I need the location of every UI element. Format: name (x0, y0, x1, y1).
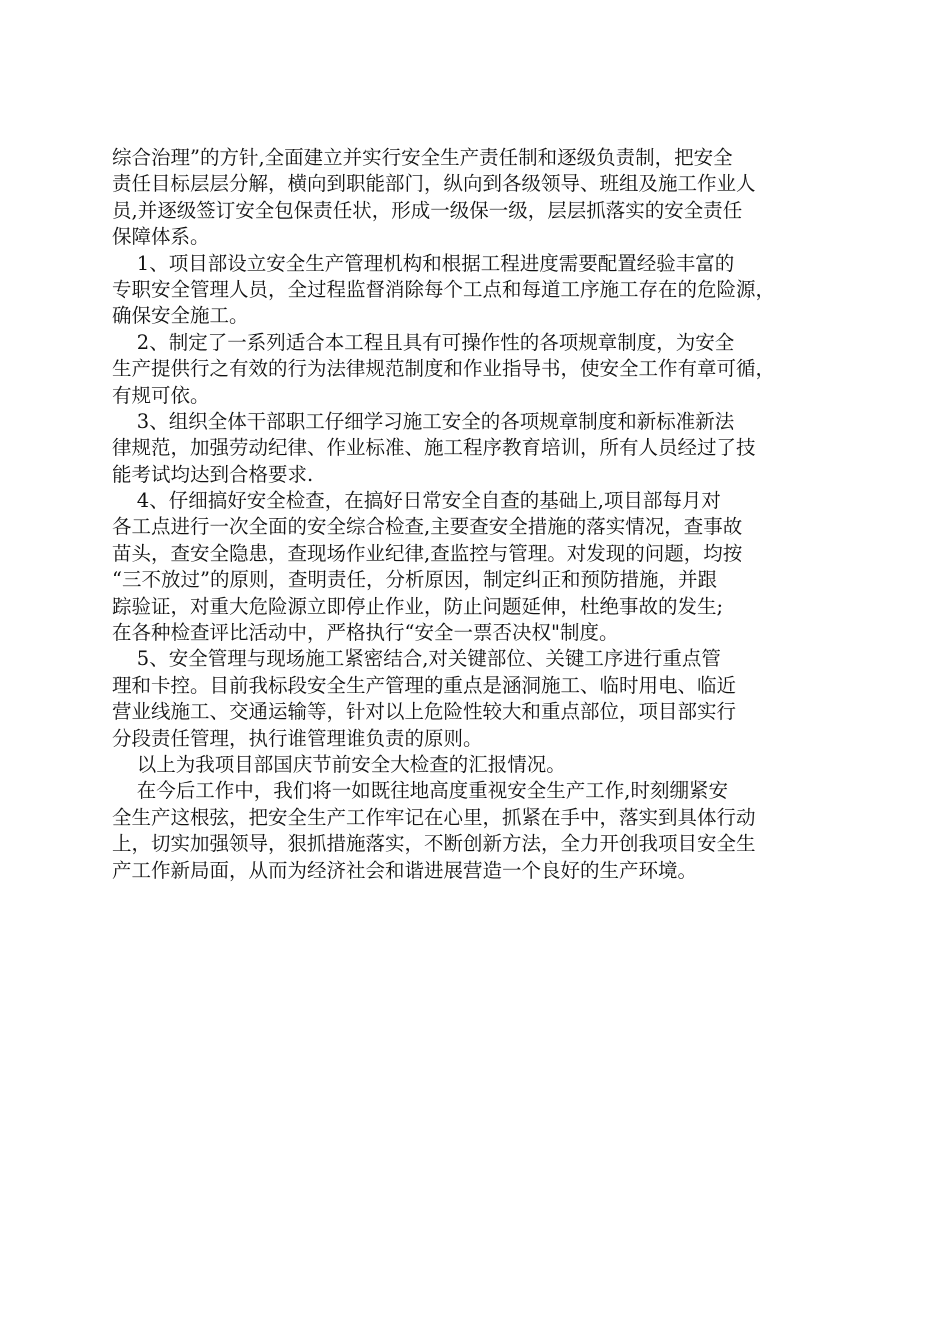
text-line: 产工作新局面，从而为经济社会和谐进展营造一个良好的生产环境。 (112, 858, 698, 882)
text-line: 员,并逐级签订安全包保责任状，形成一级保一级，层层抓落实的安全责任 (112, 198, 743, 222)
text-line: 5、安全管理与现场施工紧密结合,对关键部位、关键工序进行重点管 (112, 647, 721, 671)
text-line: 分段责任管理，执行谁管理谁负责的原则。 (112, 726, 483, 750)
text-line: 营业线施工、交通运输等，针对以上危险性较大和重点部位，项目部实行 (112, 700, 737, 724)
text-line: 保障体系。 (112, 225, 210, 249)
text-line: 2、制定了一系列适合本工程且具有可操作性的各项规章制度，为安全 (112, 330, 735, 354)
text-line: 全生产这根弦，把安全生产工作牢记在心里，抓紧在手中，落实到具体行动 (112, 805, 756, 829)
text-line: 1、项目部设立安全生产管理机构和根据工程进度需要配置经验丰富的 (112, 251, 735, 275)
text-line: 以上为我项目部国庆节前安全大检查的汇报情况。 (112, 752, 566, 776)
text-line: 理和卡控。目前我标段安全生产管理的重点是涵洞施工、临时用电、临近 (112, 673, 737, 697)
text-line: 踪验证，对重大危险源立即停止作业，防止问题延伸，杜绝事故的发生; (112, 594, 724, 618)
text-line: 在各种检查评比活动中，严格执行“安全一票否决权"制度。 (112, 621, 619, 645)
text-line: 确保安全施工。 (112, 304, 249, 328)
text-line: 3、组织全体干部职工仔细学习施工安全的各项规章制度和新标准新法 (112, 409, 735, 433)
text-line: 能考试均达到合格要求. (112, 462, 314, 486)
text-line: 律规范，加强劳动纪律、作业标准、施工程序教育培训，所有人员经过了技 (112, 436, 756, 460)
text-line: 专职安全管理人员，全过程监督消除每个工点和每道工序施工存在的危险源， (112, 277, 776, 301)
document-body (112, 145, 872, 884)
text-line: 责任目标层层分解，横向到职能部门，纵向到各级领导、班组及施工作业人 (112, 172, 756, 196)
text-line: 综合治理”的方针,全面建立并实行安全生产责任制和逐级负责制，把安全 (112, 146, 733, 169)
text-line: 苗头，查安全隐患，查现场作业纪律,查监控与管理。对发现的问题，均按 (112, 541, 743, 565)
text-line: “三不放过”的原则，查明责任，分析原因，制定纠正和预防措施，并跟 (112, 568, 717, 592)
text-line: 4、仔细搞好安全检查，在搞好日常安全自查的基础上,项目部每月对 (112, 489, 721, 513)
text-line: 生产提供行之有效的行为法律规范制度和作业指导书，使安全工作有章可循， (112, 357, 776, 381)
text-line: 有规可依。 (112, 383, 210, 407)
text-line: 在今后工作中，我们将一如既往地高度重视安全生产工作,时刻绷紧安 (112, 779, 728, 803)
text-line: 各工点进行一次全面的安全综合检查,主要查安全措施的落实情况，查事故 (112, 515, 743, 539)
text-line: 上，切实加强领导，狠抓措施落实，不断创新方法，全力开创我项目安全生 (112, 832, 756, 856)
